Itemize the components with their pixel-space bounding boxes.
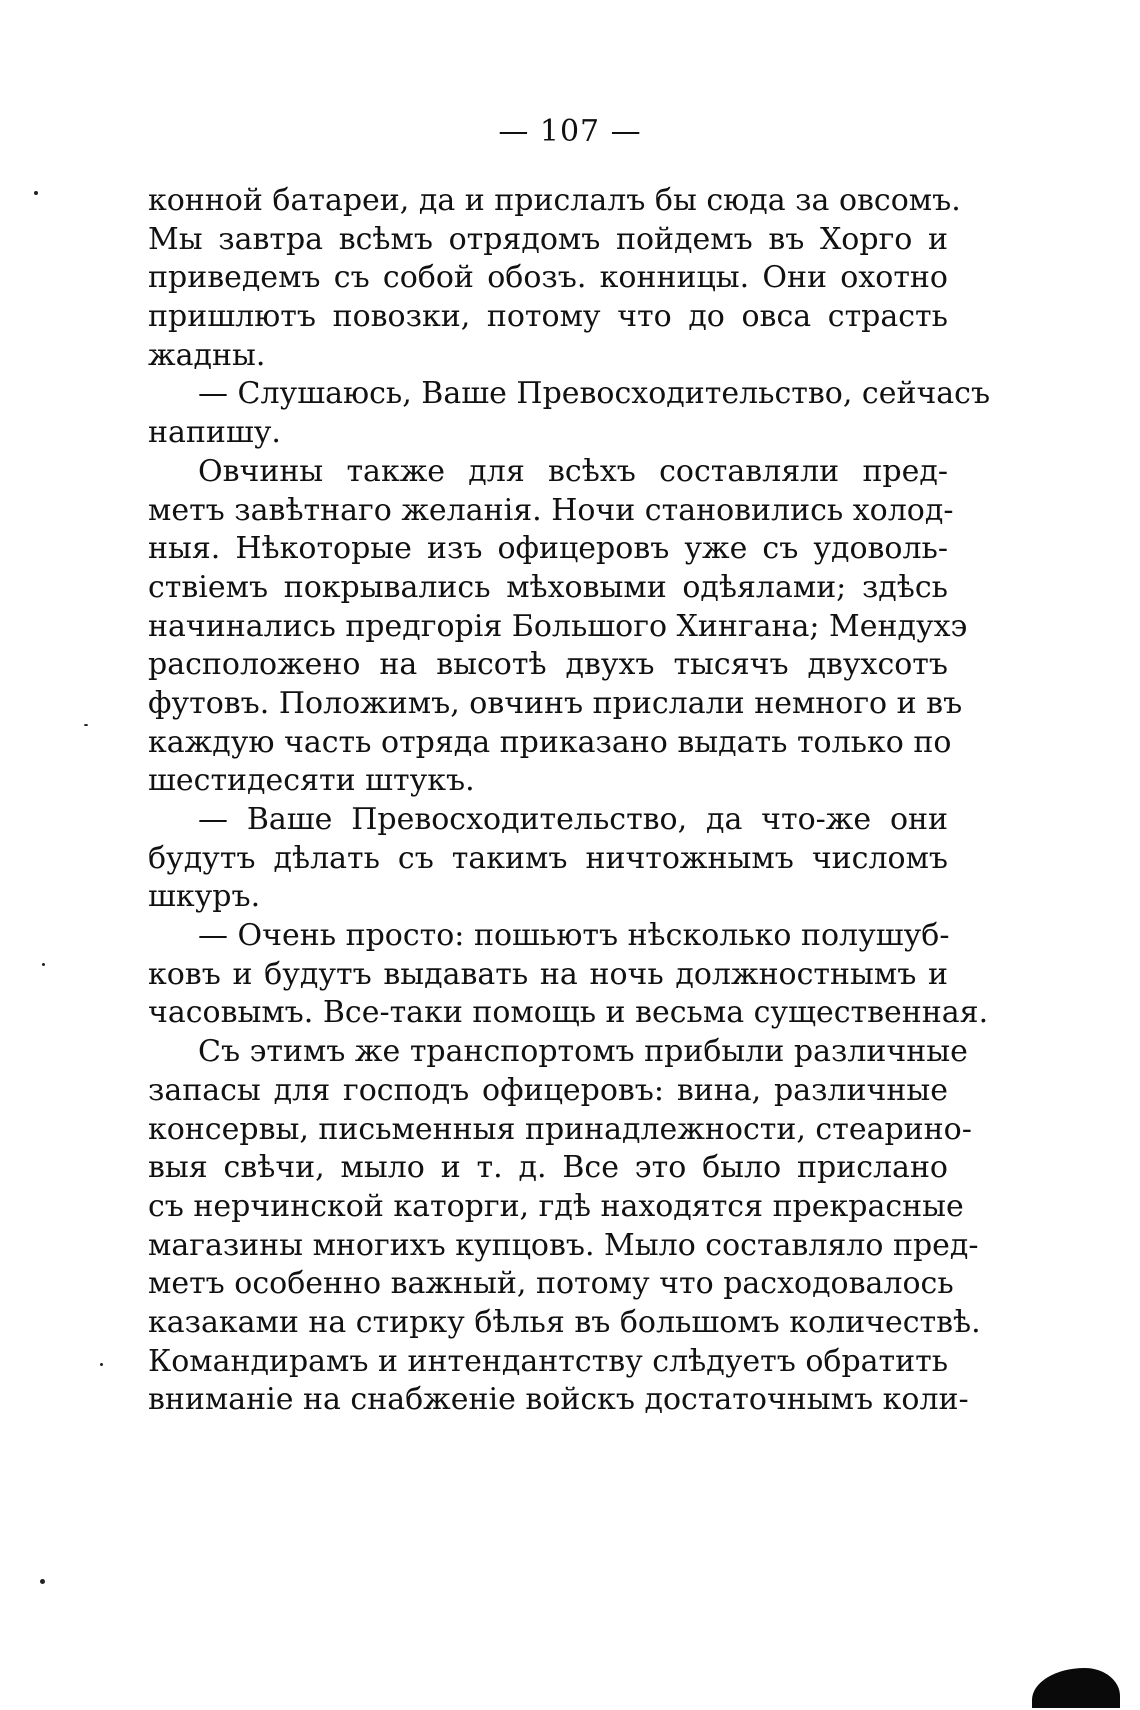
scan-ink-blot [1032, 1668, 1120, 1708]
text-line: начинались предгорія Большого Хингана; Мендухэ [148, 608, 968, 644]
body-text [148, 182, 991, 1420]
scan-speck [40, 1579, 45, 1584]
text-line: — Слушаюсь, Ваше Превосходительство, сейчасъ [198, 376, 991, 412]
text-line: — Очень просто: пошьютъ нѣсколько полушуб- [198, 918, 950, 954]
scan-speck [34, 191, 38, 195]
text-line: часовымъ. Все-таки помощь и весьма существенная. [148, 995, 989, 1031]
scan-speck [84, 724, 88, 726]
text-line: каждую часть отряда приказано выдать только по [148, 724, 952, 760]
text-line: магазины многихъ купцовъ. Мыло составляло пред- [148, 1227, 979, 1263]
text-line: футовъ. Положимъ, овчинъ прислали немного и въ [148, 685, 963, 721]
text-line: Съ этимъ же транспортомъ прибыли различные [198, 1034, 968, 1070]
text-line: приведемъ съ собой обозъ. конницы. Они охотно [148, 260, 948, 296]
text-line: конной батареи, да и прислалъ бы сюда за овсомъ. [148, 183, 961, 218]
text-line: ныя. Нѣкоторые изъ офицеровъ уже съ удоволь- [148, 531, 948, 567]
text-line: выя свѣчи, мыло и т. д. Все это было прислано [148, 1150, 948, 1186]
text-line: — Ваше Превосходительство, да что-же они [198, 802, 948, 837]
text-line: будутъ дѣлать съ такимъ ничтожнымъ числомъ [148, 840, 948, 876]
text-line: шестидесяти штукъ. [148, 763, 475, 799]
text-line: пришлютъ повозки, потому что до овса страсть [148, 299, 948, 335]
scan-speck [100, 1363, 103, 1366]
page-number: — 107 — [498, 114, 642, 149]
text-line: консервы, письменныя принадлежности, стеарино- [148, 1111, 972, 1147]
text-line: Командирамъ и интендантству слѣдуетъ обратить [148, 1343, 949, 1379]
text-line: вниманіе на снабженіе войскъ достаточнымъ коли- [148, 1382, 969, 1418]
text-line: метъ особенно важный, потому что расходовалось [148, 1266, 954, 1302]
text-line: ковъ и будутъ выдавать на ночь должностнымъ и [148, 956, 948, 992]
text-line: казаками на стирку бѣлья въ большомъ количествѣ. [148, 1304, 981, 1340]
text-line: шкуръ. [148, 879, 261, 915]
text-line: жадны. [148, 337, 266, 373]
text-line: Мы завтра всѣмъ отрядомъ пойдемъ въ Хорго и [148, 221, 948, 257]
text-line: напишу. [148, 415, 281, 451]
text-line: расположено на высотѣ двухъ тысячъ двухсотъ [148, 647, 948, 683]
scan-speck [42, 963, 45, 966]
text-line: запасы для господъ офицеровъ: вина, различные [148, 1072, 948, 1108]
text-line: съ нерчинской каторги, гдѣ находятся прекрасные [148, 1188, 964, 1224]
text-line: ствіемъ покрывались мѣховыми одѣялами; здѣсь [148, 569, 948, 605]
text-line: метъ завѣтнаго желанія. Ночи становились холод- [148, 492, 954, 528]
text-line: Овчины также для всѣхъ составляли пред- [198, 453, 948, 489]
